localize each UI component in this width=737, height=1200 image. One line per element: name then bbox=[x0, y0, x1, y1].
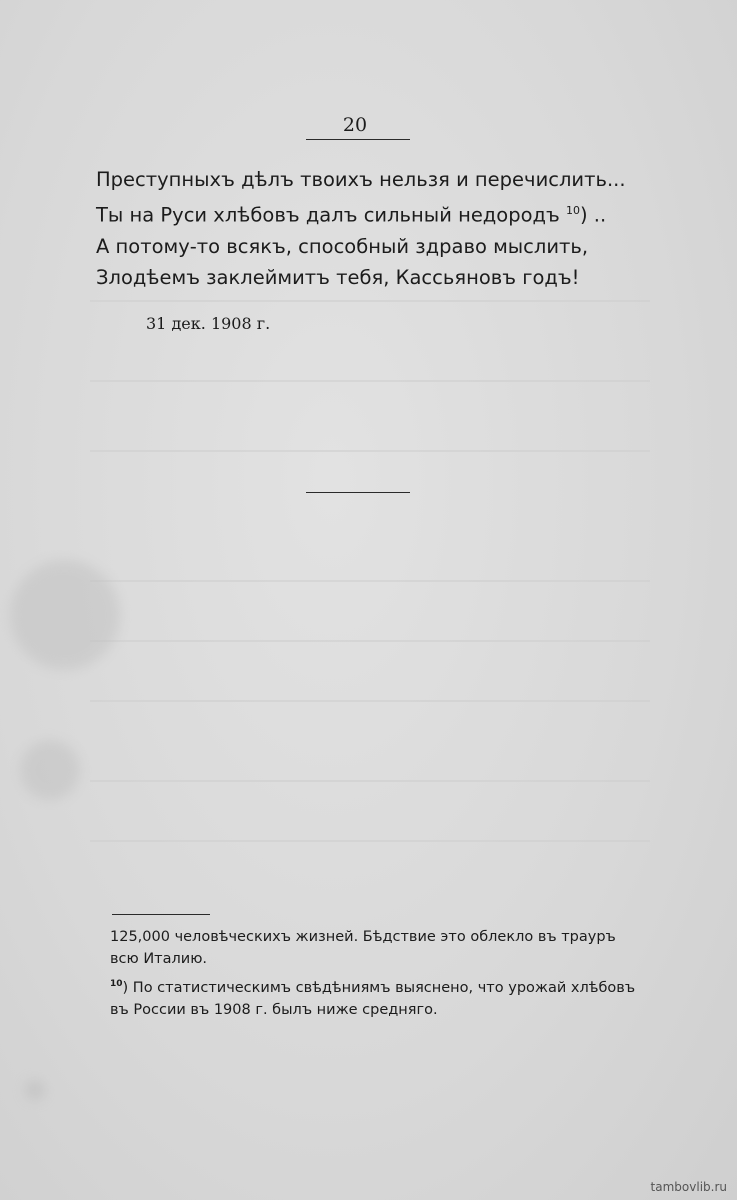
poem-date: 31 дек. 1908 г. bbox=[146, 314, 271, 333]
show-through-line bbox=[90, 580, 650, 582]
poem-stanza bbox=[96, 164, 666, 293]
site-watermark: tambovlib.ru bbox=[650, 1180, 727, 1194]
verse-line bbox=[96, 195, 666, 231]
section-divider bbox=[306, 492, 410, 493]
page-number: 20 bbox=[342, 114, 368, 136]
verse-line: Преступныхъ дѣлъ твоихъ нельзя и перечислить... bbox=[96, 168, 626, 191]
header-rule bbox=[306, 139, 410, 140]
verse-line-text: Ты на Руси хлѣбовъ далъ сильный недородъ bbox=[96, 203, 566, 227]
show-through-line bbox=[90, 380, 650, 382]
footnote-number: 10 bbox=[110, 979, 123, 989]
show-through-line bbox=[90, 700, 650, 702]
verse-line: Злодѣемъ заклеймитъ тебя, Кассьяновъ годъ! bbox=[96, 265, 580, 289]
verse-line: А потому-то всякъ, способный здраво мыслить, bbox=[96, 234, 589, 258]
footnote-rule bbox=[112, 914, 210, 915]
footnote-10 bbox=[110, 973, 640, 1021]
paper-stain bbox=[10, 560, 120, 670]
paper-stain bbox=[20, 740, 80, 800]
show-through-line bbox=[90, 450, 650, 452]
show-through-line bbox=[90, 300, 650, 302]
footnotes bbox=[110, 926, 640, 1021]
verse-line-tail: ) .. bbox=[580, 203, 607, 227]
footnote-text: ) По статистическимъ свѣдѣниямъ выяснено, что урожай хлѣбовъ въ России въ 1908 г. былъ ниже средняго. bbox=[110, 979, 636, 1018]
footnote-marker: 10 bbox=[566, 204, 580, 217]
show-through-line bbox=[90, 640, 650, 642]
show-through-line bbox=[90, 780, 650, 782]
show-through-line bbox=[90, 840, 650, 842]
paper-stain bbox=[25, 1080, 45, 1100]
footnote-continuation: 125,000 человѣческихъ жизней. Бѣдствие это облекло въ трауръ всю Италию. bbox=[110, 929, 616, 967]
